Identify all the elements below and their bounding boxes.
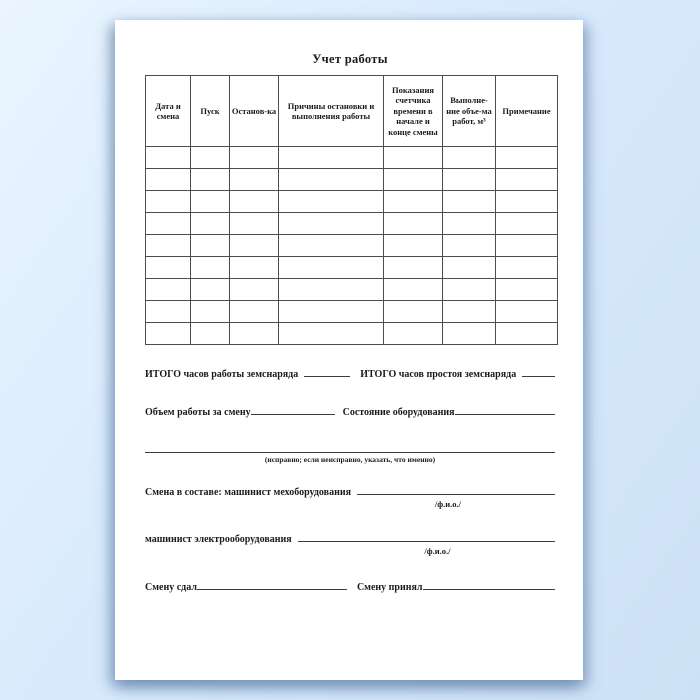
- empty-cell: [230, 301, 279, 323]
- condition-note: (исправно; если неисправно, указать, что именно): [264, 455, 436, 464]
- column-header: Примечание: [496, 76, 558, 147]
- totals-row: [145, 365, 555, 380]
- crew-electro-blank: [298, 530, 555, 542]
- empty-cell: [146, 301, 191, 323]
- empty-cell: [191, 169, 230, 191]
- empty-cell: [384, 147, 443, 169]
- empty-cell: [384, 213, 443, 235]
- empty-cell: [443, 257, 496, 279]
- empty-cell: [230, 279, 279, 301]
- empty-cell: [146, 257, 191, 279]
- empty-cell: [230, 323, 279, 345]
- empty-cell: [443, 323, 496, 345]
- empty-cell: [384, 257, 443, 279]
- crew-electro-row: [145, 530, 555, 545]
- page-content: [115, 52, 583, 593]
- empty-cell: [146, 169, 191, 191]
- empty-cell: [279, 191, 384, 213]
- empty-cell: [230, 235, 279, 257]
- empty-cell: [146, 279, 191, 301]
- volume-row: [145, 403, 555, 418]
- shift-handed-blank: [197, 578, 347, 590]
- empty-cell: [443, 213, 496, 235]
- table-row: [146, 323, 558, 345]
- empty-cell: [279, 169, 384, 191]
- column-header: Показания счетчика времени в начале и конце смены: [384, 76, 443, 147]
- total-work-hours-blank: [304, 365, 350, 377]
- column-header: Дата и смена: [146, 76, 191, 147]
- empty-cell: [146, 147, 191, 169]
- empty-cell: [230, 147, 279, 169]
- crew-electro-label: машинист электрооборудования: [145, 534, 292, 545]
- empty-cell: [191, 301, 230, 323]
- empty-cell: [496, 147, 558, 169]
- empty-cell: [279, 147, 384, 169]
- fio-caption-mech: /ф.и.о./: [434, 499, 462, 509]
- empty-cell: [496, 235, 558, 257]
- table-row: [146, 301, 558, 323]
- empty-cell: [191, 279, 230, 301]
- table-row: [146, 279, 558, 301]
- empty-cell: [191, 147, 230, 169]
- empty-cell: [496, 191, 558, 213]
- form-page: [115, 20, 583, 680]
- empty-cell: [443, 191, 496, 213]
- empty-cell: [191, 257, 230, 279]
- empty-cell: [279, 257, 384, 279]
- table-row: [146, 235, 558, 257]
- empty-cell: [191, 213, 230, 235]
- empty-cell: [279, 279, 384, 301]
- empty-cell: [230, 257, 279, 279]
- column-header: Причины остановки и выполнения работы: [279, 76, 384, 147]
- empty-cell: [279, 213, 384, 235]
- column-header: Пуск: [191, 76, 230, 147]
- empty-cell: [496, 169, 558, 191]
- empty-cell: [496, 323, 558, 345]
- table-row: [146, 147, 558, 169]
- work-log-table: [145, 75, 558, 345]
- condition-full-blank-line: [145, 452, 555, 453]
- table-row: [146, 191, 558, 213]
- empty-cell: [496, 279, 558, 301]
- empty-cell: [443, 279, 496, 301]
- column-header: Выполне-ние объе-ма работ, м³: [443, 76, 496, 147]
- shift-accepted-label: Смену принял: [356, 582, 423, 593]
- empty-cell: [384, 301, 443, 323]
- table-row: [146, 257, 558, 279]
- total-work-hours-label: ИТОГО часов работы земснаряда: [145, 369, 299, 380]
- empty-cell: [443, 169, 496, 191]
- equipment-condition-label: Состояние оборудования: [342, 407, 455, 418]
- empty-cell: [230, 213, 279, 235]
- shift-volume-label: Объем работы за смену: [145, 407, 251, 418]
- empty-cell: [443, 147, 496, 169]
- empty-cell: [191, 235, 230, 257]
- table-row: [146, 169, 558, 191]
- empty-cell: [191, 191, 230, 213]
- empty-cell: [146, 213, 191, 235]
- empty-cell: [496, 257, 558, 279]
- empty-cell: [279, 235, 384, 257]
- empty-cell: [384, 323, 443, 345]
- empty-cell: [191, 323, 230, 345]
- shift-volume-blank: [251, 403, 335, 415]
- table-body: [146, 147, 558, 345]
- empty-cell: [146, 235, 191, 257]
- empty-cell: [496, 301, 558, 323]
- table-row: [146, 213, 558, 235]
- table-header-row: [146, 76, 558, 147]
- crew-mech-label: Смена в составе: машинист мехоборудования: [145, 487, 352, 498]
- empty-cell: [146, 191, 191, 213]
- empty-cell: [279, 323, 384, 345]
- page-title: Учет работы: [312, 52, 388, 66]
- empty-cell: [443, 301, 496, 323]
- shift-accepted-blank: [423, 578, 555, 590]
- total-idle-hours-label: ИТОГО часов простоя земснаряда: [360, 369, 517, 380]
- empty-cell: [230, 191, 279, 213]
- empty-cell: [496, 213, 558, 235]
- crew-mech-blank: [357, 483, 555, 495]
- crew-mech-row: [145, 483, 555, 498]
- shift-handed-label: Смену сдал: [145, 582, 197, 593]
- empty-cell: [146, 323, 191, 345]
- equipment-condition-blank: [455, 403, 555, 415]
- empty-cell: [384, 235, 443, 257]
- column-header: Останов-ка: [230, 76, 279, 147]
- empty-cell: [384, 191, 443, 213]
- empty-cell: [443, 235, 496, 257]
- empty-cell: [230, 169, 279, 191]
- empty-cell: [384, 279, 443, 301]
- empty-cell: [384, 169, 443, 191]
- empty-cell: [279, 301, 384, 323]
- fio-caption-electro: /ф.и.о./: [424, 546, 451, 556]
- total-idle-hours-blank: [522, 365, 555, 377]
- handover-row: [145, 578, 555, 593]
